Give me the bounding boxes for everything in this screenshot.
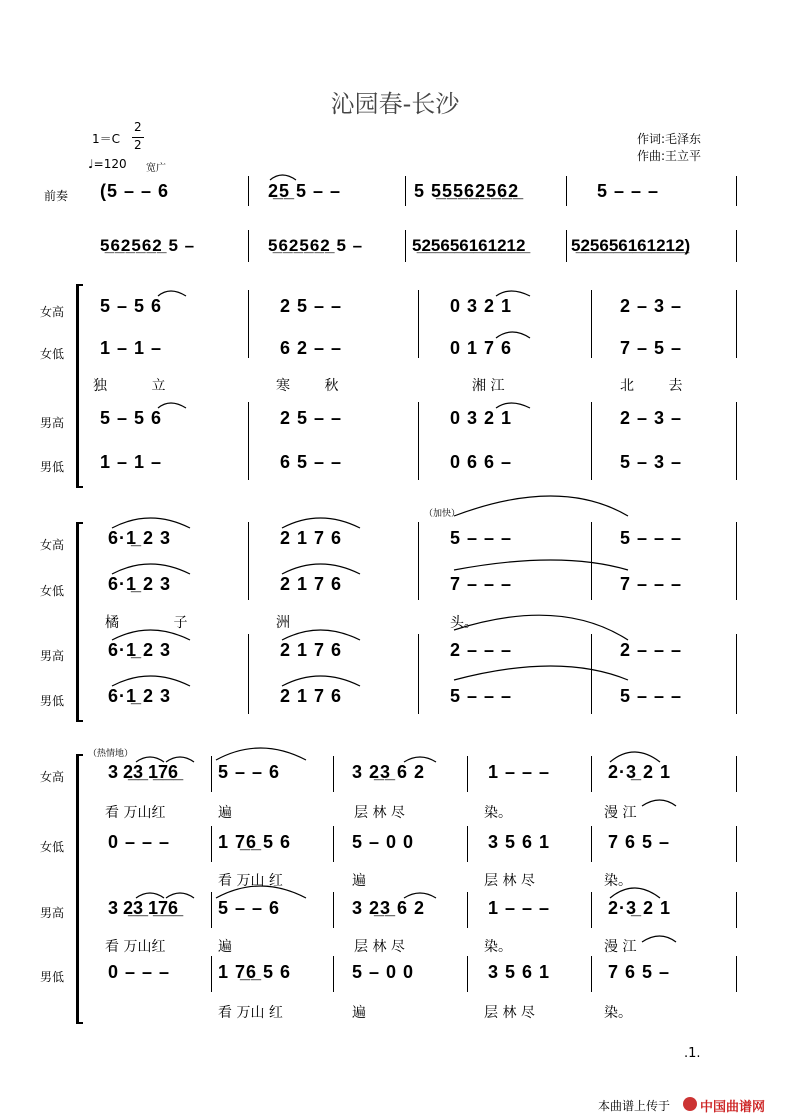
measure: 5 – – 6 bbox=[218, 898, 281, 918]
measure: 2 – 3 – bbox=[620, 408, 683, 428]
measure: 2 1 7 6 bbox=[280, 574, 343, 594]
measure: 2 – – – bbox=[620, 640, 683, 660]
lyric: 遍 bbox=[218, 805, 232, 821]
expression-mark: （加快） bbox=[424, 509, 461, 519]
measure: 2·3̲ 2 1 bbox=[608, 898, 672, 918]
measure: 6 5 – – bbox=[280, 452, 343, 472]
measure: 0 3 2 1 bbox=[450, 408, 513, 428]
score-title: 沁园春-长沙 bbox=[330, 90, 460, 118]
measure: 1 7̲6̲ 5 6 bbox=[218, 962, 292, 982]
lyric: 头。 bbox=[450, 615, 478, 631]
part-label-bass: 男低 bbox=[40, 970, 65, 984]
time-signature-bottom: 2 bbox=[134, 138, 142, 152]
measure: 3 2̲3̲ 6 2 bbox=[352, 898, 426, 918]
intro-measure: 5̲6̲2̲5̲6̲2̲ 5 – bbox=[268, 236, 364, 255]
measure: 5 – – – bbox=[450, 528, 513, 548]
lyric: 遍 bbox=[352, 1005, 366, 1021]
measure: 2 1 7 6 bbox=[280, 640, 343, 660]
part-label-alto: 女低 bbox=[40, 347, 65, 361]
lyric: 漫 江 bbox=[604, 939, 637, 955]
lyric: 层 林 尽 bbox=[484, 1005, 535, 1021]
measure: 0 3 2 1 bbox=[450, 296, 513, 316]
measure: 7 6 5 – bbox=[608, 832, 671, 852]
measure: 0 1 7 6 bbox=[450, 338, 513, 358]
part-label-tenor: 男高 bbox=[40, 649, 65, 663]
part-label-tenor: 男高 bbox=[40, 416, 65, 430]
intro-measure: 5̲2̲5̲6̲5̲6̲1̲6̲1̲2̲1̲2̲ bbox=[412, 236, 526, 255]
lyric: 染。 bbox=[484, 939, 512, 955]
measure: 6 2 – – bbox=[280, 338, 343, 358]
lyric: 漫 江 bbox=[604, 805, 637, 821]
lyric: 层 林 尽 bbox=[484, 873, 535, 889]
measure: 6·1̲ 2 3 bbox=[108, 574, 172, 594]
lyric: 遍 bbox=[218, 939, 232, 955]
part-label-bass: 男低 bbox=[40, 460, 65, 474]
lyric: 独 立 bbox=[93, 378, 166, 394]
lyric: 看 万山红 bbox=[105, 805, 166, 821]
measure: 5 – – 6 bbox=[218, 762, 281, 782]
part-label-soprano: 女高 bbox=[40, 538, 65, 552]
measure: 5 – – – bbox=[450, 686, 513, 706]
page-number: .1. bbox=[684, 1046, 701, 1061]
lyricist: 作词:毛泽东 bbox=[637, 132, 702, 146]
site-logo-icon bbox=[683, 1097, 697, 1111]
lyric: 层 林 尽 bbox=[354, 805, 405, 821]
measure: 3 2̲3̲ 6 2 bbox=[352, 762, 426, 782]
tempo-mark: ♩=120 bbox=[88, 157, 127, 171]
lyric: 染。 bbox=[604, 873, 632, 889]
part-label-alto: 女低 bbox=[40, 584, 65, 598]
measure: 0 – – – bbox=[108, 832, 171, 852]
measure: 2 – – – bbox=[450, 640, 513, 660]
measure: 1 – – – bbox=[488, 898, 551, 918]
measure: 5 – 5 6 bbox=[100, 408, 163, 428]
measure: 0 – – – bbox=[108, 962, 171, 982]
lyric: 橘 子 bbox=[105, 615, 188, 631]
measure: 3 5 6 1 bbox=[488, 832, 551, 852]
intro-measure: 5 5̲5̲5̲6̲2̲5̲6̲2̲ bbox=[414, 181, 520, 201]
measure: 3 5 6 1 bbox=[488, 962, 551, 982]
measure: 3 2̲3̲ 1̲7̲6̲ bbox=[108, 898, 179, 918]
measure: 2 5 – – bbox=[280, 408, 343, 428]
part-label-alto: 女低 bbox=[40, 840, 65, 854]
lyric: 染。 bbox=[484, 805, 512, 821]
intro-measure: 5̲6̲2̲5̲6̲2̲ 5 – bbox=[100, 236, 196, 255]
lyric: 洲 bbox=[276, 615, 290, 631]
lyric: 北 去 bbox=[620, 378, 683, 394]
measure: 3 2̲3̲ 1̲7̲6̲ bbox=[108, 762, 179, 782]
measure: 6·1̲ 2 3 bbox=[108, 686, 172, 706]
measure: 6·1̲ 2 3 bbox=[108, 528, 172, 548]
measure: 1 – – – bbox=[488, 762, 551, 782]
lyric: 湘 江 bbox=[472, 378, 505, 394]
lyric: 看 万山红 bbox=[105, 939, 166, 955]
measure: 5 – 3 – bbox=[620, 452, 683, 472]
measure: 5 – – – bbox=[620, 686, 683, 706]
intro-measure: 5 – – – bbox=[597, 181, 660, 201]
intro-label: 前奏 bbox=[44, 189, 69, 203]
lyric: 层 林 尽 bbox=[354, 939, 405, 955]
part-label-tenor: 男高 bbox=[40, 906, 65, 920]
measure: 5 – 5 6 bbox=[100, 296, 163, 316]
expression-mark: （热情地） bbox=[88, 749, 134, 759]
measure: 1 – 1 – bbox=[100, 338, 163, 358]
intro-measure: (5 – – 6 bbox=[100, 181, 170, 201]
intro-measure: 2̲5̲ 5 – – bbox=[268, 181, 342, 201]
lyric: 遍 bbox=[352, 873, 366, 889]
measure: 2·3̲ 2 1 bbox=[608, 762, 672, 782]
lyric: 寒 秋 bbox=[276, 378, 339, 394]
measure: 7 6 5 – bbox=[608, 962, 671, 982]
site-name: 中国曲谱网 bbox=[700, 1100, 766, 1115]
part-label-soprano: 女高 bbox=[40, 305, 65, 319]
lyric: 看 万山 红 bbox=[218, 873, 283, 889]
measure: 5 – 0 0 bbox=[352, 962, 415, 982]
measure: 5 – 0 0 bbox=[352, 832, 415, 852]
key-signature: 1＝C bbox=[92, 132, 121, 146]
time-signature-top: 2 bbox=[134, 120, 142, 134]
lyric: 看 万山 红 bbox=[218, 1005, 283, 1021]
footer-text: 本曲谱上传于 bbox=[598, 1099, 671, 1113]
style-mark: 宽广 bbox=[146, 163, 166, 174]
measure: 7 – – – bbox=[450, 574, 513, 594]
measure: 1 – 1 – bbox=[100, 452, 163, 472]
measure: 2 5 – – bbox=[280, 296, 343, 316]
measure: 0 6 6 – bbox=[450, 452, 513, 472]
measure: 2 1 7 6 bbox=[280, 686, 343, 706]
measure: 1 7̲6̲ 5 6 bbox=[218, 832, 292, 852]
part-label-bass: 男低 bbox=[40, 694, 65, 708]
measure: 7 – – – bbox=[620, 574, 683, 594]
measure: 6·1̲ 2 3 bbox=[108, 640, 172, 660]
measure: 7 – 5 – bbox=[620, 338, 683, 358]
composer: 作曲:王立平 bbox=[637, 149, 702, 163]
measure: 2 – 3 – bbox=[620, 296, 683, 316]
measure: 5 – – – bbox=[620, 528, 683, 548]
intro-measure: 5̲2̲5̲6̲5̲6̲1̲6̲1̲2̲1̲2̲) bbox=[571, 236, 691, 255]
measure: 2 1 7 6 bbox=[280, 528, 343, 548]
part-label-soprano: 女高 bbox=[40, 770, 65, 784]
lyric: 染。 bbox=[604, 1005, 632, 1021]
